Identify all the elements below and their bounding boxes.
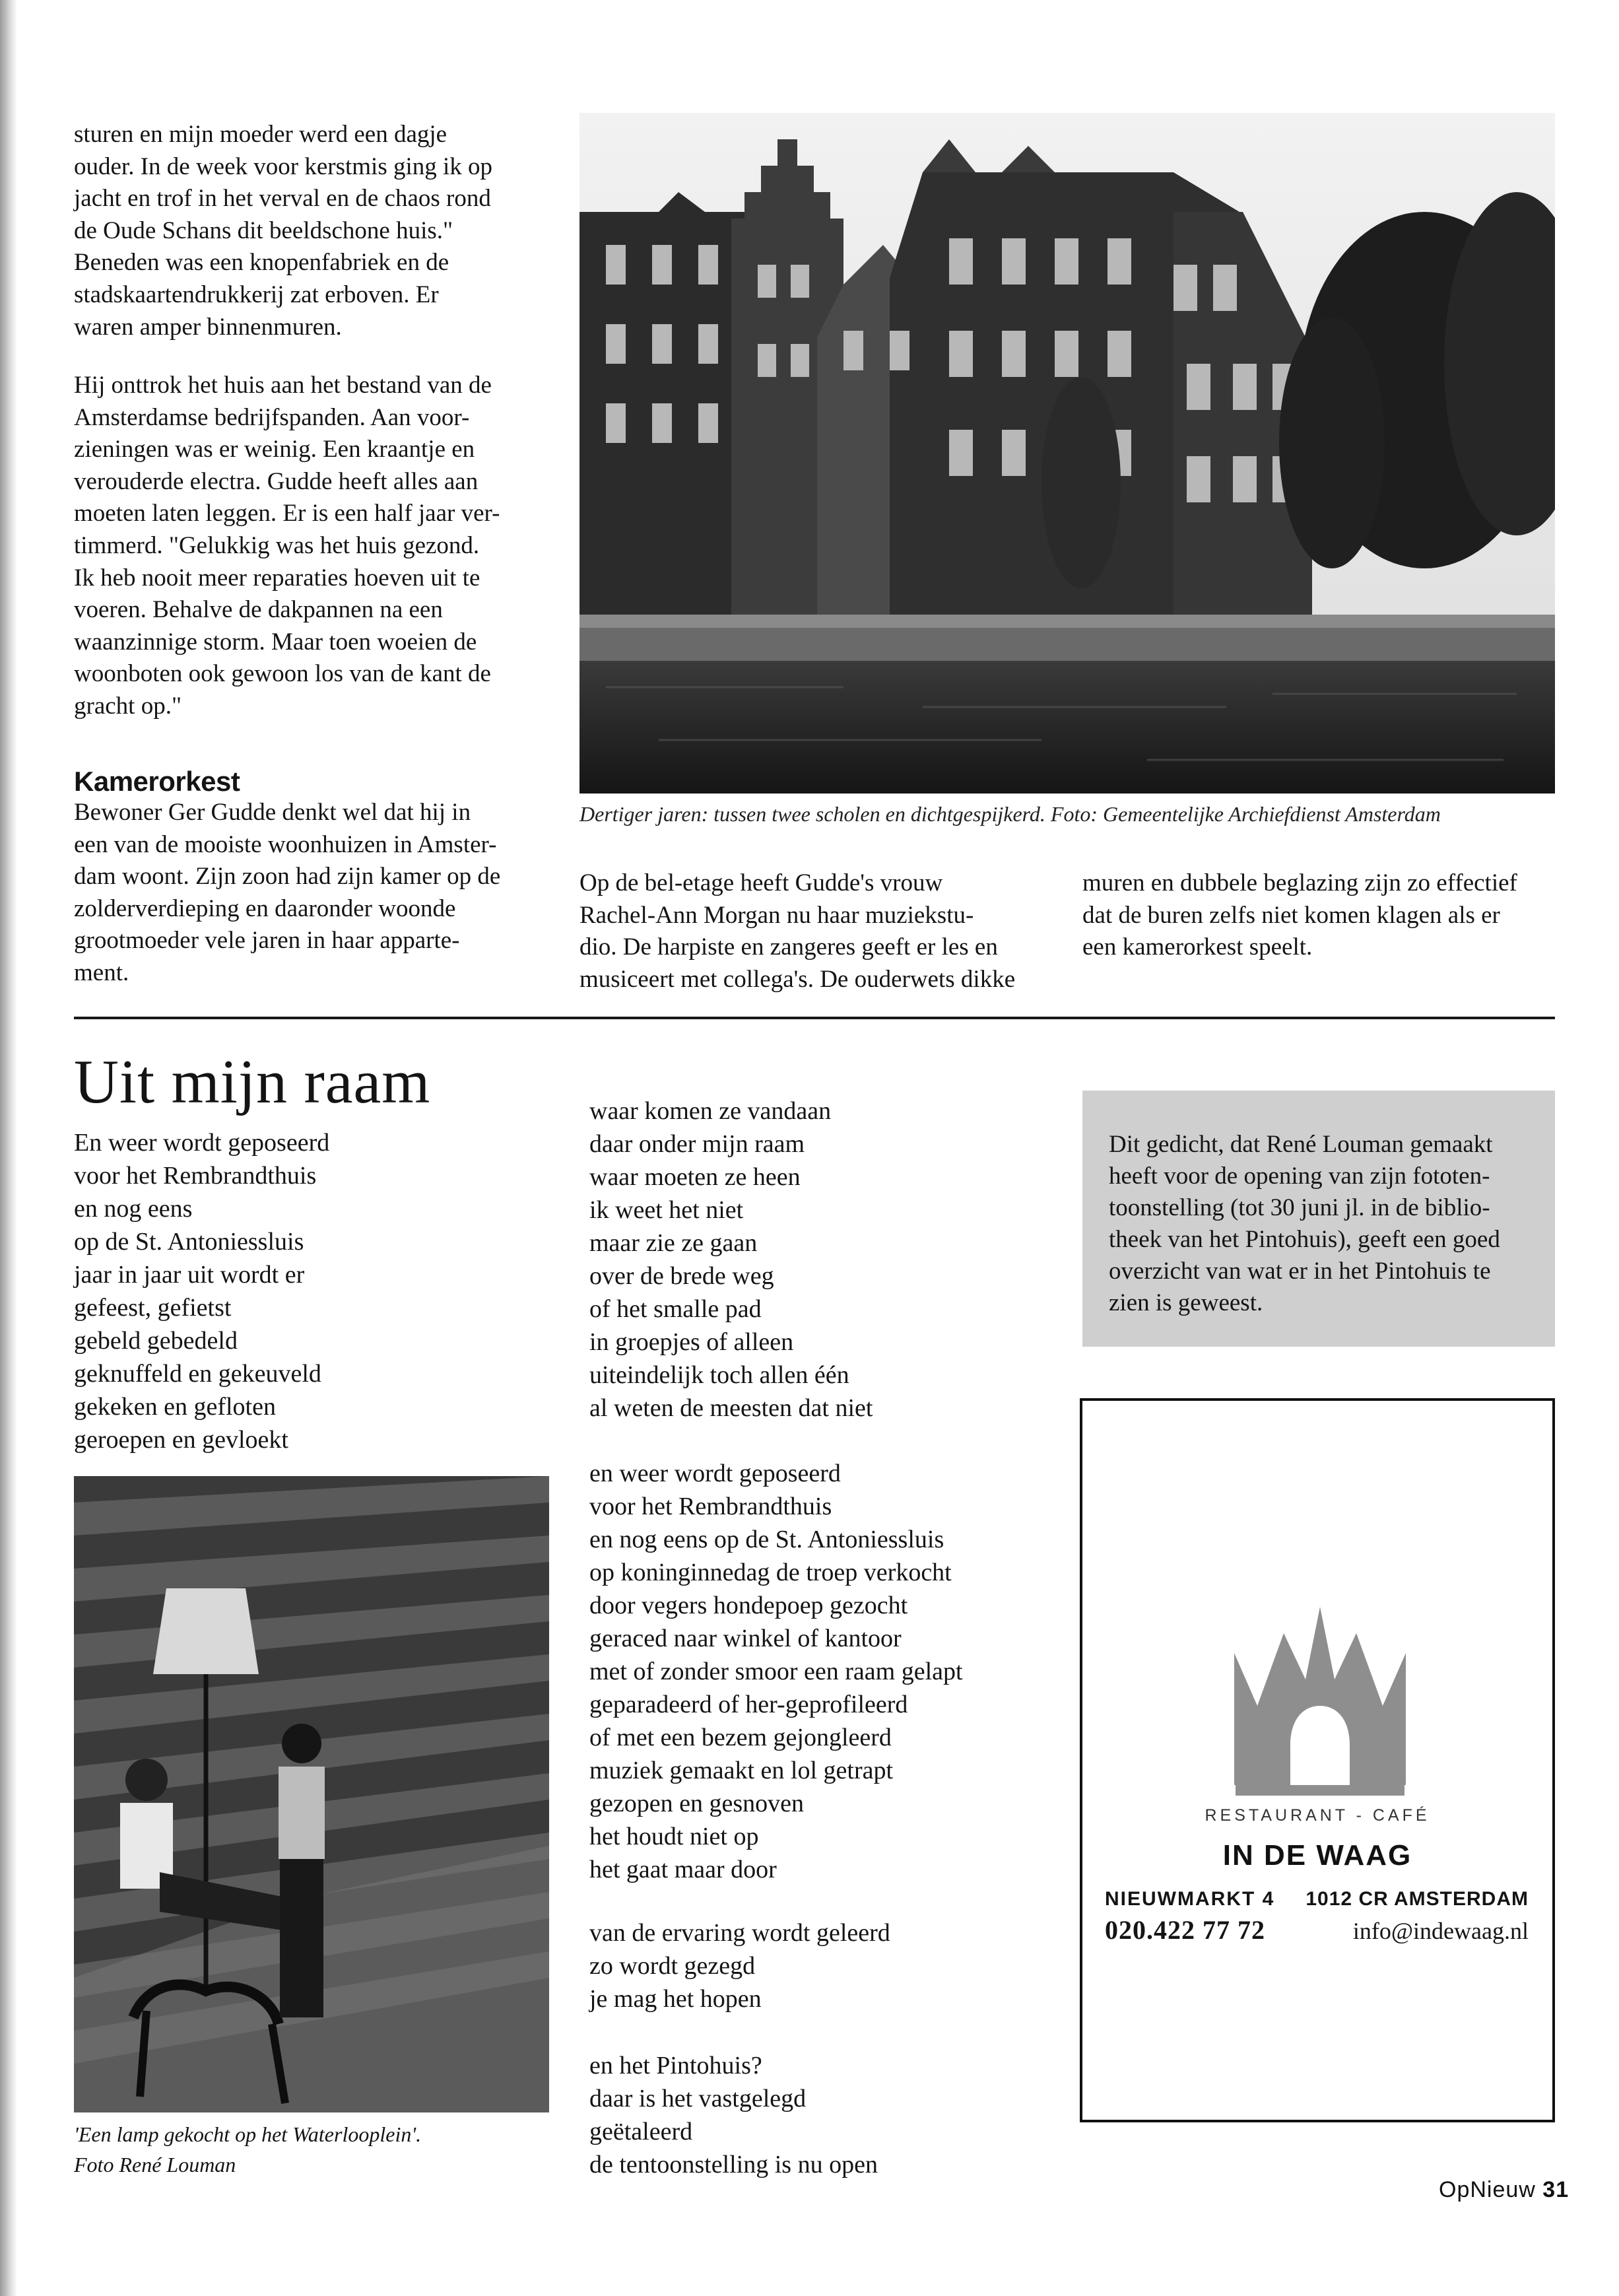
article-paragraph (1082, 867, 1558, 964)
poem-line: voor het Rembrandthuis (74, 1162, 317, 1190)
text-line: gracht op." (74, 692, 182, 720)
text-line: dio. De harpiste en zangeres geeft er les en (579, 933, 998, 961)
poem-line: jaar in jaar uit wordt er (74, 1261, 305, 1289)
text-line: moeten laten leggen. Er is een half jaar ver- (74, 500, 500, 527)
poem-line: daar is het vastgelegd (589, 2085, 807, 2112)
poem-line: geroepen en gevloekt (74, 1426, 288, 1454)
info-box-text (1109, 1129, 1533, 1319)
restaurant-name: IN DE WAAG (1222, 1839, 1412, 1872)
poem-line: geraced naar winkel of kantoor (589, 1625, 902, 1652)
text-line: grootmoeder vele jaren in haar apparte- (74, 927, 460, 955)
poem-line: zo wordt gezegd (589, 1952, 756, 1980)
text-line: een kamerorkest speelt. (1082, 933, 1313, 961)
text-line: Dit gedicht, dat René Louman gemaakt (1109, 1131, 1493, 1158)
poem-line: en weer wordt geposeerd (589, 1460, 841, 1487)
poem-title: Uit mijn raam (74, 1048, 431, 1116)
poem-line: het gaat maar door (589, 1856, 777, 1883)
text-line: sturen en mijn moeder werd een dagje (74, 121, 447, 148)
poem-line: gezopen en gesnoven (589, 1790, 804, 1817)
poem-line: op koninginnedag de troep verkocht (589, 1559, 952, 1586)
text-line: muren en dubbele beglazing zijn zo effectief (1082, 869, 1517, 896)
poem-line: En weer wordt geposeerd (74, 1129, 330, 1157)
poem-line: door vegers hondepoep gezocht (589, 1592, 908, 1619)
poem-line: in groepjes of alleen (589, 1328, 794, 1356)
page-binding-shadow (0, 0, 17, 2296)
text-line: voeren. Behalve de dakpannen na een (74, 596, 443, 624)
poem-line: daar onder mijn raam (589, 1130, 805, 1158)
text-line: jacht en trof in het verval en de chaos rond (74, 185, 491, 213)
article-paragraph (579, 867, 1055, 996)
text-line: Beneden was een knopenfabriek en de (74, 249, 449, 277)
poem-line: gefeest, gefietst (74, 1294, 232, 1322)
poem-line: geknuffeld en gekeuveld (74, 1360, 321, 1388)
text-line: waren amper binnenmuren. (74, 313, 342, 341)
text-line: zien is geweest. (1109, 1289, 1263, 1316)
text-line: ment. (74, 959, 129, 986)
photo-caption: Dertiger jaren: tussen twee scholen en dichtgespijkerd. Foto: Gemeentelijke Archiefdienst Amsterdam (579, 802, 1441, 826)
text-line: Amsterdamse bedrijfspanden. Aan voor- (74, 403, 470, 431)
text-line: zolderverdieping en daaronder woonde (74, 895, 456, 922)
poem-line: ik weet het niet (589, 1196, 744, 1224)
logo-underline (1236, 1785, 1404, 1796)
section-subheading: Kamerorkest (74, 766, 240, 797)
text-line: overzicht van wat er in het Pintohuis te (1109, 1258, 1491, 1285)
poem-line: met of zonder smoor een raam gelapt (589, 1658, 963, 1685)
poem-info-box (1082, 1091, 1555, 1347)
poem-line: of met een bezem gejongleerd (589, 1724, 892, 1751)
poem-line: en nog eens (74, 1195, 193, 1223)
waag-building-logo-icon (1234, 1607, 1406, 1805)
text-line: Rachel-Ann Morgan nu haar muziekstu- (579, 901, 974, 929)
poem-line: gebeld gebedeld (74, 1327, 238, 1355)
article-paragraph (74, 797, 549, 990)
magazine-name: OpNieuw (1439, 2177, 1536, 2202)
restaurant-address: NIEUWMARKT 4 (1105, 1888, 1275, 1910)
poem-line: van de ervaring wordt geleerd (589, 1919, 890, 1947)
page-number: 31 (1542, 2177, 1569, 2202)
restaurant-postcode: 1012 CR AMSTERDAM (1305, 1888, 1529, 1910)
text-line: Ik heb nooit meer reparaties hoeven uit te (74, 564, 480, 591)
poem-line: al weten de meesten dat niet (589, 1394, 873, 1422)
poem-line: het houdt niet op (589, 1823, 759, 1850)
text-line: dam woont. Zijn zoon had zijn kamer op de (74, 863, 501, 891)
text-line: dat de buren zelfs niet komen klagen als er (1082, 901, 1500, 929)
poem-line: muziek gemaakt en lol getrapt (589, 1757, 894, 1784)
article-paragraph (74, 119, 549, 343)
poem-line: uiteindelijk toch allen één (589, 1361, 849, 1389)
text-line: musiceert met collega's. De ouderwets dikke (579, 965, 1016, 993)
poem-stanza (589, 1095, 873, 1425)
poem-line: of het smalle pad (589, 1295, 762, 1323)
poem-line: en het Pintohuis? (589, 2052, 762, 2079)
text-line: stadskaartendrukkerij zat erboven. Er (74, 281, 439, 308)
text-line: Bewoner Ger Gudde denkt wel dat hij in (74, 799, 471, 826)
restaurant-advertisement (1080, 1398, 1555, 2122)
text-line: verouderde electra. Gudde heeft alles aan (74, 467, 479, 495)
text-line: Hij onttrok het huis aan het bestand van de (74, 372, 492, 399)
poem-line: over de brede weg (589, 1262, 774, 1290)
poem-line: waar moeten ze heen (589, 1163, 801, 1191)
text-line: woonboten ook gewoon los van de kant de (74, 660, 491, 688)
caption-line: Foto René Louman (74, 2153, 236, 2177)
poem-line: maar zie ze gaan (589, 1229, 758, 1257)
lamp-on-steps-photo (74, 1476, 549, 2112)
poem-line: gekeken en gefloten (74, 1393, 276, 1421)
poem-stanza (589, 1916, 890, 2015)
text-line: Op de bel-etage heeft Gudde's vrouw (579, 869, 943, 896)
section-divider (74, 1017, 1555, 1019)
poem-line: waar komen ze vandaan (589, 1097, 832, 1125)
article-paragraph (74, 370, 549, 723)
poem-line: op de St. Antoniessluis (74, 1228, 304, 1256)
poem-stanza (589, 1457, 963, 1886)
text-line: de Oude Schans dit beeldschone huis." (74, 217, 453, 244)
poem-line: de tentoonstelling is nu open (589, 2151, 878, 2178)
caption-line: 'Een lamp gekocht op het Waterlooplein'. (74, 2122, 422, 2146)
ad-category-label: RESTAURANT - CAFÉ (1205, 1806, 1430, 1825)
poem-stanza (589, 2049, 878, 2181)
page-footer (1439, 2177, 1569, 2203)
text-line: waanzinnige storm. Maar toen woeien de (74, 628, 477, 656)
text-line: timmerd. "Gelukkig was het huis gezond. (74, 531, 480, 559)
poem-line: geëtaleerd (589, 2118, 693, 2145)
historic-building-photo (579, 113, 1555, 793)
restaurant-phone: 020.422 77 72 (1105, 1915, 1265, 1945)
poem-line: geparadeerd of her-geprofileerd (589, 1691, 908, 1718)
text-line: een van de mooiste woonhuizen in Amster- (74, 830, 497, 858)
restaurant-email: info@indewaag.nl (1352, 1918, 1529, 1944)
poem-line: je mag het hopen (589, 1985, 762, 2013)
text-line: theek van het Pintohuis), geeft een goed (1109, 1226, 1500, 1253)
photo-caption (74, 2119, 421, 2180)
text-line: ouder. In de week voor kerstmis ging ik op (74, 152, 493, 180)
poem-line: voor het Rembrandthuis (589, 1493, 832, 1520)
text-line: toonstelling (tot 30 juni jl. in de biblio- (1109, 1194, 1490, 1221)
poem-line: en nog eens op de St. Antoniessluis (589, 1526, 944, 1553)
poem-stanza (74, 1126, 329, 1456)
text-line: heeft voor de opening van zijn fototen- (1109, 1163, 1490, 1190)
text-line: zieningen was er weinig. Een kraantje en (74, 436, 475, 463)
